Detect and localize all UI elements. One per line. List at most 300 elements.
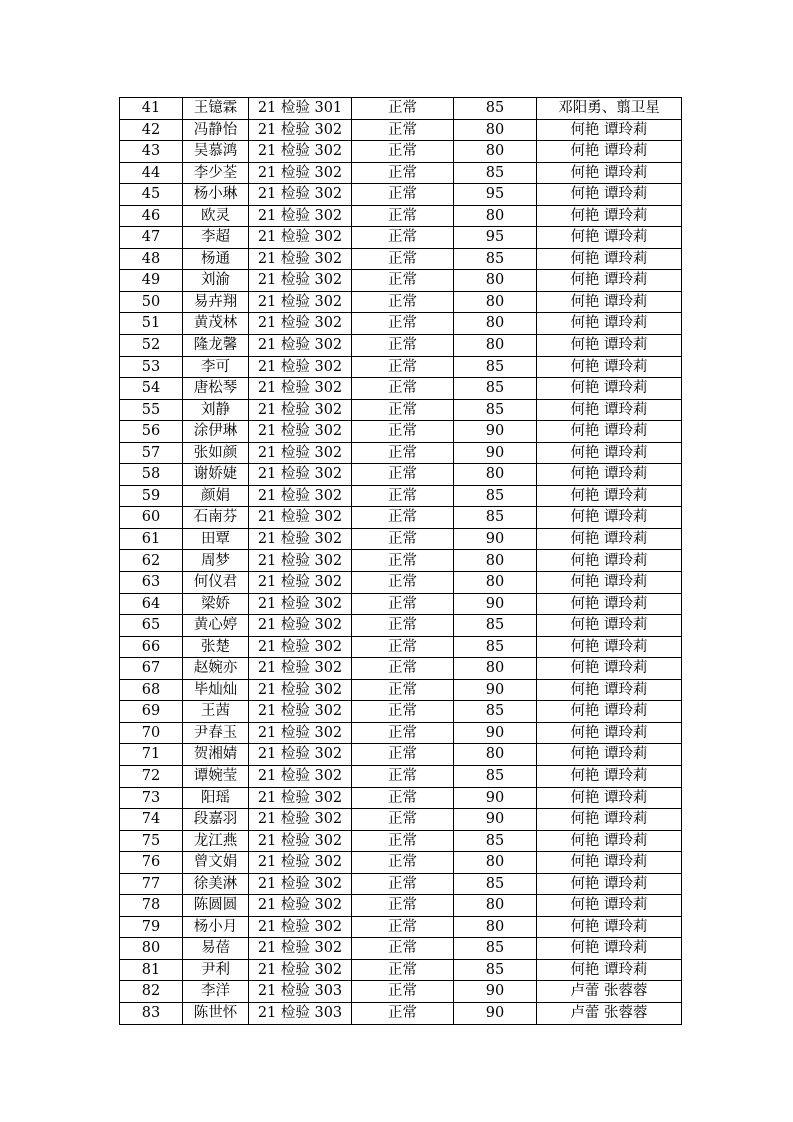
cell-status: 正常 — [352, 399, 454, 421]
cell-score: 85 — [454, 399, 537, 421]
table-row — [120, 1002, 682, 1024]
table-row — [120, 205, 682, 227]
cell-class: 21 检验 302 — [249, 485, 352, 507]
cell-student-name: 唐松琴 — [183, 378, 249, 400]
table-row — [120, 981, 682, 1003]
cell-student-name: 田覃 — [183, 528, 249, 550]
cell-status: 正常 — [352, 227, 454, 249]
table-row — [120, 119, 682, 141]
cell-score: 90 — [454, 528, 537, 550]
cell-status: 正常 — [352, 550, 454, 572]
cell-class: 21 检验 302 — [249, 421, 352, 443]
cell-number: 53 — [120, 356, 183, 378]
cell-teachers: 何艳 谭玲莉 — [537, 679, 682, 701]
cell-status: 正常 — [352, 335, 454, 357]
cell-class: 21 检验 302 — [249, 550, 352, 572]
cell-class: 21 检验 302 — [249, 507, 352, 529]
cell-number: 57 — [120, 442, 183, 464]
cell-class: 21 检验 302 — [249, 227, 352, 249]
cell-class: 21 检验 303 — [249, 981, 352, 1003]
cell-score: 90 — [454, 593, 537, 615]
cell-student-name: 欧灵 — [183, 205, 249, 227]
cell-student-name: 梁娇 — [183, 593, 249, 615]
cell-status: 正常 — [352, 809, 454, 831]
cell-teachers: 何艳 谭玲莉 — [537, 636, 682, 658]
cell-score: 85 — [454, 485, 537, 507]
table-row — [120, 895, 682, 917]
cell-class: 21 检验 302 — [249, 464, 352, 486]
cell-student-name: 隆龙馨 — [183, 335, 249, 357]
cell-number: 50 — [120, 291, 183, 313]
cell-number: 62 — [120, 550, 183, 572]
table-row — [120, 830, 682, 852]
table-row — [120, 809, 682, 831]
cell-status: 正常 — [352, 636, 454, 658]
cell-number: 59 — [120, 485, 183, 507]
cell-teachers: 何艳 谭玲莉 — [537, 959, 682, 981]
cell-score: 85 — [454, 701, 537, 723]
table-row — [120, 615, 682, 637]
cell-class: 21 检验 302 — [249, 270, 352, 292]
cell-number: 72 — [120, 765, 183, 787]
cell-teachers: 何艳 谭玲莉 — [537, 658, 682, 680]
cell-class: 21 检验 302 — [249, 119, 352, 141]
cell-score: 85 — [454, 938, 537, 960]
cell-student-name: 龙江燕 — [183, 830, 249, 852]
cell-number: 73 — [120, 787, 183, 809]
cell-class: 21 检验 302 — [249, 184, 352, 206]
cell-status: 正常 — [352, 313, 454, 335]
student-records-table — [119, 97, 682, 1025]
cell-student-name: 王镱霖 — [183, 98, 249, 120]
cell-class: 21 检验 302 — [249, 852, 352, 874]
table-row — [120, 313, 682, 335]
table-row — [120, 550, 682, 572]
cell-class: 21 检验 302 — [249, 593, 352, 615]
cell-number: 78 — [120, 895, 183, 917]
cell-teachers: 何艳 谭玲莉 — [537, 852, 682, 874]
cell-status: 正常 — [352, 852, 454, 874]
cell-teachers: 何艳 谭玲莉 — [537, 830, 682, 852]
cell-status: 正常 — [352, 98, 454, 120]
cell-score: 80 — [454, 550, 537, 572]
table-row — [120, 852, 682, 874]
cell-teachers: 何艳 谭玲莉 — [537, 205, 682, 227]
cell-number: 43 — [120, 141, 183, 163]
cell-status: 正常 — [352, 485, 454, 507]
cell-teachers: 何艳 谭玲莉 — [537, 119, 682, 141]
cell-class: 21 检验 302 — [249, 744, 352, 766]
table-row — [120, 98, 682, 120]
cell-student-name: 尹利 — [183, 959, 249, 981]
cell-score: 80 — [454, 658, 537, 680]
cell-score: 95 — [454, 184, 537, 206]
cell-score: 80 — [454, 916, 537, 938]
cell-score: 80 — [454, 464, 537, 486]
cell-status: 正常 — [352, 205, 454, 227]
cell-student-name: 徐美淋 — [183, 873, 249, 895]
cell-teachers: 卢蕾 张蓉蓉 — [537, 981, 682, 1003]
cell-score: 85 — [454, 507, 537, 529]
cell-student-name: 李超 — [183, 227, 249, 249]
cell-teachers: 何艳 谭玲莉 — [537, 356, 682, 378]
cell-status: 正常 — [352, 356, 454, 378]
table-row — [120, 572, 682, 594]
cell-status: 正常 — [352, 722, 454, 744]
cell-student-name: 阳瑶 — [183, 787, 249, 809]
table-row — [120, 227, 682, 249]
cell-student-name: 陈圆圆 — [183, 895, 249, 917]
cell-teachers: 何艳 谭玲莉 — [537, 399, 682, 421]
cell-number: 79 — [120, 916, 183, 938]
cell-class: 21 检验 302 — [249, 313, 352, 335]
cell-number: 52 — [120, 335, 183, 357]
cell-teachers: 卢蕾 张蓉蓉 — [537, 1002, 682, 1024]
cell-status: 正常 — [352, 959, 454, 981]
cell-class: 21 检验 302 — [249, 335, 352, 357]
cell-teachers: 何艳 谭玲莉 — [537, 162, 682, 184]
cell-number: 70 — [120, 722, 183, 744]
cell-score: 80 — [454, 572, 537, 594]
cell-student-name: 张楚 — [183, 636, 249, 658]
cell-number: 49 — [120, 270, 183, 292]
cell-teachers: 何艳 谭玲莉 — [537, 765, 682, 787]
cell-class: 21 检验 302 — [249, 205, 352, 227]
cell-status: 正常 — [352, 572, 454, 594]
table-row — [120, 701, 682, 723]
cell-status: 正常 — [352, 938, 454, 960]
cell-status: 正常 — [352, 679, 454, 701]
table-row — [120, 722, 682, 744]
cell-number: 65 — [120, 615, 183, 637]
cell-number: 51 — [120, 313, 183, 335]
table-row — [120, 485, 682, 507]
cell-score: 80 — [454, 119, 537, 141]
cell-score: 90 — [454, 981, 537, 1003]
table-row — [120, 356, 682, 378]
cell-status: 正常 — [352, 916, 454, 938]
cell-class: 21 检验 303 — [249, 1002, 352, 1024]
cell-number: 58 — [120, 464, 183, 486]
table-row — [120, 399, 682, 421]
cell-teachers: 何艳 谭玲莉 — [537, 507, 682, 529]
cell-status: 正常 — [352, 895, 454, 917]
cell-class: 21 检验 302 — [249, 895, 352, 917]
cell-student-name: 陈世怀 — [183, 1002, 249, 1024]
table-row — [120, 787, 682, 809]
cell-score: 80 — [454, 335, 537, 357]
cell-student-name: 刘静 — [183, 399, 249, 421]
cell-number: 66 — [120, 636, 183, 658]
cell-status: 正常 — [352, 873, 454, 895]
cell-number: 55 — [120, 399, 183, 421]
cell-status: 正常 — [352, 507, 454, 529]
table-row — [120, 184, 682, 206]
cell-score: 90 — [454, 679, 537, 701]
cell-student-name: 段嘉羽 — [183, 809, 249, 831]
cell-score: 85 — [454, 378, 537, 400]
cell-class: 21 检验 302 — [249, 916, 352, 938]
cell-student-name: 黄茂林 — [183, 313, 249, 335]
cell-score: 80 — [454, 895, 537, 917]
cell-student-name: 曾文娟 — [183, 852, 249, 874]
cell-student-name: 冯静怡 — [183, 119, 249, 141]
cell-teachers: 何艳 谭玲莉 — [537, 701, 682, 723]
table-row — [120, 916, 682, 938]
cell-teachers: 何艳 谭玲莉 — [537, 141, 682, 163]
cell-score: 85 — [454, 356, 537, 378]
cell-number: 47 — [120, 227, 183, 249]
cell-status: 正常 — [352, 119, 454, 141]
cell-status: 正常 — [352, 765, 454, 787]
cell-score: 85 — [454, 873, 537, 895]
cell-class: 21 检验 302 — [249, 162, 352, 184]
cell-score: 95 — [454, 227, 537, 249]
cell-class: 21 检验 302 — [249, 830, 352, 852]
table-row — [120, 141, 682, 163]
cell-status: 正常 — [352, 421, 454, 443]
cell-status: 正常 — [352, 744, 454, 766]
cell-student-name: 石南芬 — [183, 507, 249, 529]
cell-student-name: 易卉翔 — [183, 291, 249, 313]
cell-teachers: 何艳 谭玲莉 — [537, 421, 682, 443]
cell-student-name: 何仪君 — [183, 572, 249, 594]
cell-teachers: 何艳 谭玲莉 — [537, 873, 682, 895]
cell-teachers: 何艳 谭玲莉 — [537, 270, 682, 292]
cell-class: 21 检验 302 — [249, 291, 352, 313]
cell-number: 42 — [120, 119, 183, 141]
cell-student-name: 谭婉莹 — [183, 765, 249, 787]
cell-number: 69 — [120, 701, 183, 723]
cell-score: 85 — [454, 765, 537, 787]
table-row — [120, 421, 682, 443]
cell-number: 64 — [120, 593, 183, 615]
cell-teachers: 何艳 谭玲莉 — [537, 809, 682, 831]
cell-status: 正常 — [352, 981, 454, 1003]
cell-score: 80 — [454, 313, 537, 335]
cell-class: 21 检验 302 — [249, 615, 352, 637]
cell-teachers: 何艳 谭玲莉 — [537, 916, 682, 938]
cell-teachers: 何艳 谭玲莉 — [537, 485, 682, 507]
cell-number: 67 — [120, 658, 183, 680]
table-row — [120, 658, 682, 680]
cell-teachers: 何艳 谭玲莉 — [537, 227, 682, 249]
table-row — [120, 335, 682, 357]
cell-score: 80 — [454, 205, 537, 227]
cell-number: 77 — [120, 873, 183, 895]
cell-teachers: 何艳 谭玲莉 — [537, 895, 682, 917]
cell-score: 90 — [454, 787, 537, 809]
table-row — [120, 442, 682, 464]
cell-score: 85 — [454, 615, 537, 637]
cell-status: 正常 — [352, 141, 454, 163]
cell-number: 76 — [120, 852, 183, 874]
cell-class: 21 检验 302 — [249, 809, 352, 831]
cell-score: 85 — [454, 830, 537, 852]
cell-class: 21 检验 302 — [249, 356, 352, 378]
cell-student-name: 杨小琳 — [183, 184, 249, 206]
cell-student-name: 颜娟 — [183, 485, 249, 507]
cell-status: 正常 — [352, 1002, 454, 1024]
cell-class: 21 检验 302 — [249, 248, 352, 270]
table-row — [120, 528, 682, 550]
table-row — [120, 270, 682, 292]
cell-student-name: 张如颜 — [183, 442, 249, 464]
cell-score: 85 — [454, 162, 537, 184]
table-row — [120, 378, 682, 400]
cell-teachers: 邓阳勇、翦卫星 — [537, 98, 682, 120]
cell-status: 正常 — [352, 593, 454, 615]
cell-number: 45 — [120, 184, 183, 206]
cell-class: 21 检验 302 — [249, 787, 352, 809]
cell-number: 68 — [120, 679, 183, 701]
cell-class: 21 检验 302 — [249, 399, 352, 421]
cell-teachers: 何艳 谭玲莉 — [537, 313, 682, 335]
cell-number: 60 — [120, 507, 183, 529]
cell-number: 82 — [120, 981, 183, 1003]
cell-teachers: 何艳 谭玲莉 — [537, 744, 682, 766]
cell-student-name: 黄心婷 — [183, 615, 249, 637]
table-row — [120, 765, 682, 787]
cell-number: 63 — [120, 572, 183, 594]
cell-student-name: 涂伊琳 — [183, 421, 249, 443]
cell-number: 54 — [120, 378, 183, 400]
cell-teachers: 何艳 谭玲莉 — [537, 938, 682, 960]
cell-number: 75 — [120, 830, 183, 852]
cell-number: 80 — [120, 938, 183, 960]
cell-teachers: 何艳 谭玲莉 — [537, 787, 682, 809]
cell-status: 正常 — [352, 162, 454, 184]
cell-class: 21 检验 302 — [249, 938, 352, 960]
cell-number: 61 — [120, 528, 183, 550]
table-row — [120, 636, 682, 658]
table-row — [120, 679, 682, 701]
cell-teachers: 何艳 谭玲莉 — [537, 615, 682, 637]
cell-teachers: 何艳 谭玲莉 — [537, 722, 682, 744]
cell-class: 21 检验 302 — [249, 658, 352, 680]
cell-student-name: 杨通 — [183, 248, 249, 270]
table-row — [120, 464, 682, 486]
table-row — [120, 291, 682, 313]
cell-student-name: 易蓓 — [183, 938, 249, 960]
cell-score: 80 — [454, 744, 537, 766]
cell-student-name: 吴慕鸿 — [183, 141, 249, 163]
cell-score: 80 — [454, 852, 537, 874]
cell-score: 85 — [454, 248, 537, 270]
cell-status: 正常 — [352, 528, 454, 550]
cell-student-name: 李可 — [183, 356, 249, 378]
cell-class: 21 检验 302 — [249, 442, 352, 464]
cell-number: 41 — [120, 98, 183, 120]
cell-status: 正常 — [352, 830, 454, 852]
cell-status: 正常 — [352, 442, 454, 464]
cell-number: 71 — [120, 744, 183, 766]
table-row — [120, 248, 682, 270]
records-body — [120, 98, 682, 1025]
table-row — [120, 162, 682, 184]
cell-score: 80 — [454, 291, 537, 313]
cell-class: 21 检验 302 — [249, 378, 352, 400]
cell-student-name: 贺湘婧 — [183, 744, 249, 766]
cell-student-name: 王茜 — [183, 701, 249, 723]
cell-class: 21 检验 302 — [249, 701, 352, 723]
cell-student-name: 杨小月 — [183, 916, 249, 938]
cell-number: 48 — [120, 248, 183, 270]
cell-class: 21 检验 302 — [249, 873, 352, 895]
cell-status: 正常 — [352, 184, 454, 206]
cell-teachers: 何艳 谭玲莉 — [537, 184, 682, 206]
cell-status: 正常 — [352, 378, 454, 400]
cell-number: 81 — [120, 959, 183, 981]
cell-number: 83 — [120, 1002, 183, 1024]
cell-score: 90 — [454, 421, 537, 443]
cell-class: 21 检验 302 — [249, 636, 352, 658]
table-row — [120, 873, 682, 895]
cell-status: 正常 — [352, 787, 454, 809]
cell-status: 正常 — [352, 464, 454, 486]
cell-teachers: 何艳 谭玲莉 — [537, 291, 682, 313]
cell-score: 85 — [454, 959, 537, 981]
cell-score: 90 — [454, 809, 537, 831]
cell-class: 21 检验 302 — [249, 722, 352, 744]
cell-class: 21 检验 301 — [249, 98, 352, 120]
cell-status: 正常 — [352, 658, 454, 680]
cell-student-name: 李少荃 — [183, 162, 249, 184]
cell-class: 21 检验 302 — [249, 572, 352, 594]
cell-number: 46 — [120, 205, 183, 227]
cell-class: 21 检验 302 — [249, 528, 352, 550]
cell-number: 56 — [120, 421, 183, 443]
cell-class: 21 检验 302 — [249, 959, 352, 981]
cell-teachers: 何艳 谭玲莉 — [537, 464, 682, 486]
cell-class: 21 检验 302 — [249, 141, 352, 163]
cell-teachers: 何艳 谭玲莉 — [537, 442, 682, 464]
cell-score: 80 — [454, 270, 537, 292]
table-row — [120, 959, 682, 981]
cell-student-name: 李洋 — [183, 981, 249, 1003]
cell-score: 90 — [454, 1002, 537, 1024]
cell-status: 正常 — [352, 615, 454, 637]
cell-status: 正常 — [352, 291, 454, 313]
cell-score: 90 — [454, 722, 537, 744]
cell-student-name: 赵婉亦 — [183, 658, 249, 680]
cell-teachers: 何艳 谭玲莉 — [537, 593, 682, 615]
cell-number: 74 — [120, 809, 183, 831]
cell-status: 正常 — [352, 248, 454, 270]
cell-student-name: 谢娇婕 — [183, 464, 249, 486]
cell-score: 85 — [454, 98, 537, 120]
cell-student-name: 刘渝 — [183, 270, 249, 292]
cell-student-name: 周梦 — [183, 550, 249, 572]
cell-score: 90 — [454, 442, 537, 464]
cell-number: 44 — [120, 162, 183, 184]
cell-teachers: 何艳 谭玲莉 — [537, 572, 682, 594]
cell-score: 80 — [454, 141, 537, 163]
cell-teachers: 何艳 谭玲莉 — [537, 248, 682, 270]
table-row — [120, 744, 682, 766]
cell-teachers: 何艳 谭玲莉 — [537, 528, 682, 550]
table-row — [120, 938, 682, 960]
cell-score: 85 — [454, 636, 537, 658]
cell-teachers: 何艳 谭玲莉 — [537, 378, 682, 400]
cell-teachers: 何艳 谭玲莉 — [537, 550, 682, 572]
table-row — [120, 593, 682, 615]
cell-class: 21 检验 302 — [249, 679, 352, 701]
cell-student-name: 毕灿灿 — [183, 679, 249, 701]
table-row — [120, 507, 682, 529]
cell-student-name: 尹春玉 — [183, 722, 249, 744]
cell-status: 正常 — [352, 701, 454, 723]
